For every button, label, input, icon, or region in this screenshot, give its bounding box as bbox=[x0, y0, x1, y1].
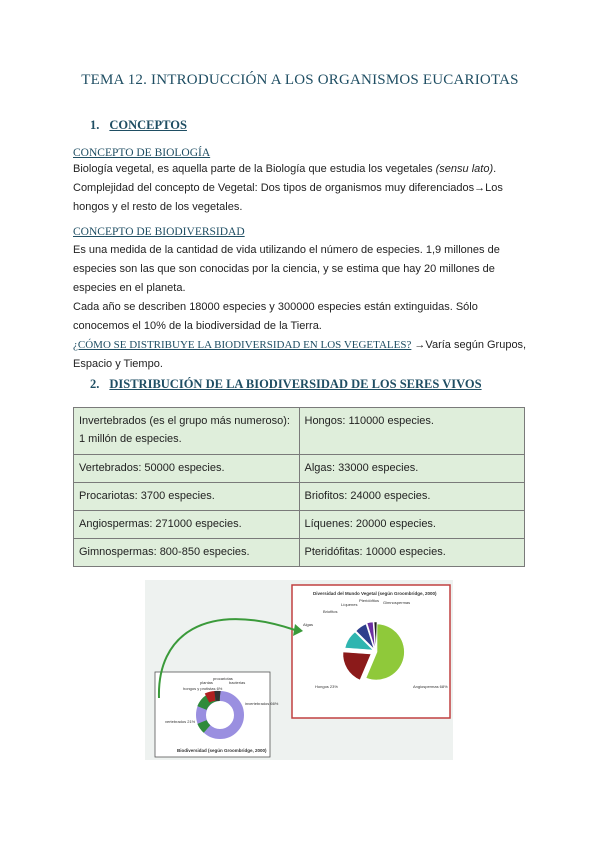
table-cell: Briofitos: 24000 especies. bbox=[299, 483, 525, 511]
biodiversity-figure bbox=[145, 580, 453, 760]
table-cell: Hongos: 110000 especies. bbox=[299, 408, 525, 455]
section-heading-conceptos bbox=[90, 118, 187, 133]
big-label-pteridofitos: Pteridófitos bbox=[359, 598, 380, 603]
small-label-plantas: plantas bbox=[200, 680, 213, 685]
big-chart-title: Diversidad del Mundo Vegetal (según Groombridge, 2000) bbox=[313, 591, 437, 596]
big-label-gimnospermas: Gimnospermas bbox=[383, 600, 411, 605]
big-label-angiospermas: Angiospermas 68% bbox=[413, 684, 448, 689]
table-cell: Invertebrados (es el grupo más numeroso): 1 millón de especies. bbox=[74, 408, 300, 455]
biodiversidad-stats: Cada año se describen 18000 especies y 300000 especies están extinguidas. Sólo conocemos el 10% de la biodiversidad de la Tierra. bbox=[73, 301, 478, 332]
section-number: 1. bbox=[90, 118, 100, 132]
table-row bbox=[74, 455, 525, 483]
table-cell: Líquenes: 20000 especies. bbox=[299, 511, 525, 539]
table-row bbox=[74, 408, 525, 455]
vegetal-complexity-text: Complejidad del concepto de Vegetal: Dos tipos de organismos muy diferenciados→Los hongos y el resto de los vegetales. bbox=[73, 182, 503, 213]
small-label-hongos: hongos y protistas 6% bbox=[183, 686, 223, 691]
table-row bbox=[74, 483, 525, 511]
big-label-briofitos: Briofitos bbox=[323, 609, 338, 614]
donut-slice-plantas bbox=[202, 722, 207, 729]
big-label-algas: Algas bbox=[303, 622, 314, 627]
page-title: TEMA 12. INTRODUCCIÓN A LOS ORGANISMOS EUCARIOTAS bbox=[81, 72, 519, 88]
table-cell: Pteridófitas: 10000 especies. bbox=[299, 539, 525, 567]
section-label: CONCEPTOS bbox=[109, 118, 187, 132]
table-cell: Angiospermas: 271000 especies. bbox=[74, 511, 300, 539]
table-row bbox=[74, 539, 525, 567]
table-cell: Procariotas: 3700 especies. bbox=[74, 483, 300, 511]
small-label-procariotas: procariotas bbox=[213, 676, 233, 681]
subheading-biodiversidad: CONCEPTO DE BIODIVERSIDAD bbox=[73, 226, 245, 238]
section-label: DISTRIBUCIÓN DE LA BIODIVERSIDAD DE LOS SERES VIVOS bbox=[109, 377, 482, 391]
small-label-invertebrados: invertebrados 66% bbox=[245, 701, 279, 706]
biologia-end: . bbox=[493, 163, 497, 175]
biodiversity-table bbox=[73, 407, 525, 567]
biologia-text: Biología vegetal, es aquella parte de la Biología que estudia los vegetales bbox=[73, 163, 436, 175]
table-row bbox=[74, 511, 525, 539]
subheading-biologia: CONCEPTO DE BIOLOGÍA bbox=[73, 147, 211, 159]
table-cell: Algas: 33000 especies. bbox=[299, 455, 525, 483]
small-label-vertebrados: vertebrados 21% bbox=[165, 719, 196, 724]
table-cell: Gimnospermas: 800-850 especies. bbox=[74, 539, 300, 567]
biologia-italic: (sensu lato) bbox=[435, 163, 494, 175]
section-heading-distribucion bbox=[90, 377, 482, 392]
small-label-bacterias: bacterias bbox=[229, 680, 246, 685]
figure-svg bbox=[145, 580, 453, 760]
donut-slice-hongos bbox=[207, 696, 215, 698]
distribution-question: ¿CÓMO SE DISTRIBUYE LA BIODIVERSIDAD EN LOS VEGETALES? bbox=[73, 339, 412, 351]
biodiversidad-definition: Es una medida de la cantidad de vida utilizando el número de especies. 1,9 millones de especies son las que son conocidas por la ciencia, y se estima que hay 20 millones de especies en el planeta. bbox=[73, 244, 500, 294]
paragraph-biodiversidad bbox=[73, 241, 533, 374]
table-cell: Vertebrados: 50000 especies. bbox=[74, 455, 300, 483]
section-number: 2. bbox=[90, 377, 100, 391]
paragraph-biologia bbox=[73, 160, 533, 217]
big-label-liquenes: Líquenes bbox=[341, 602, 358, 607]
distribution-answer: →Varía según Grupos, Espacio y Tiempo. bbox=[73, 339, 527, 370]
small-chart-title: Biodiversidad (según Groombridge, 2000) bbox=[177, 748, 267, 753]
big-label-hongos: Hongos 23% bbox=[315, 684, 338, 689]
big-chart-panel bbox=[292, 585, 450, 718]
